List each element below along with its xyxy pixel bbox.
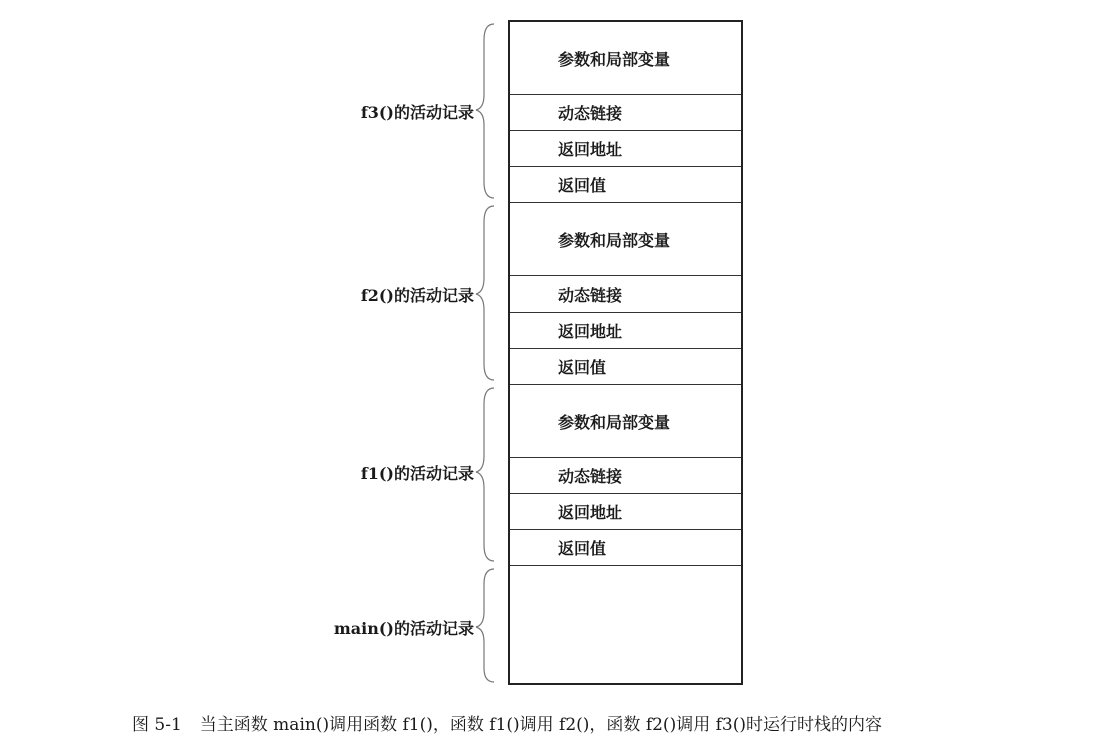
- f2-dynamic-link-cell: 动态链接: [510, 276, 741, 313]
- f2-params-locals-cell: 参数和局部变量: [510, 203, 741, 276]
- main-record-label: main()的活动记录: [333, 619, 474, 638]
- f2-brace: [476, 206, 494, 380]
- f1-dynamic-link-cell: 动态链接: [510, 458, 741, 494]
- figure-number: 图 5-1: [132, 715, 182, 735]
- f2-return-value-cell: 返回值: [510, 349, 741, 385]
- f1-record-label: f1()的活动记录: [360, 464, 474, 483]
- f2-return-address-cell: 返回地址: [510, 313, 741, 349]
- f3-record-label: f3()的活动记录: [360, 103, 474, 122]
- f1-params-locals-cell: 参数和局部变量: [510, 385, 741, 458]
- f3-dynamic-link-cell: 动态链接: [510, 95, 741, 131]
- main-record-cell: [510, 566, 741, 683]
- f1-brace: [476, 388, 494, 561]
- f1-return-value-cell: 返回值: [510, 530, 741, 566]
- f1-return-address-cell: 返回地址: [510, 494, 741, 530]
- caption-text: 当主函数 main()调用函数 f1()，函数 f1()调用 f2()，函数 f2()调用 f3()时运行时栈的内容: [199, 715, 882, 735]
- f2-record-label: f2()的活动记录: [360, 286, 474, 305]
- main-brace: [476, 569, 494, 682]
- runtime-stack: [508, 20, 743, 685]
- f3-brace: [476, 24, 494, 198]
- f3-return-address-cell: 返回地址: [510, 131, 741, 167]
- f3-return-value-cell: 返回值: [510, 167, 741, 203]
- f3-params-locals-cell: 参数和局部变量: [510, 22, 741, 95]
- figure-caption: [132, 710, 882, 735]
